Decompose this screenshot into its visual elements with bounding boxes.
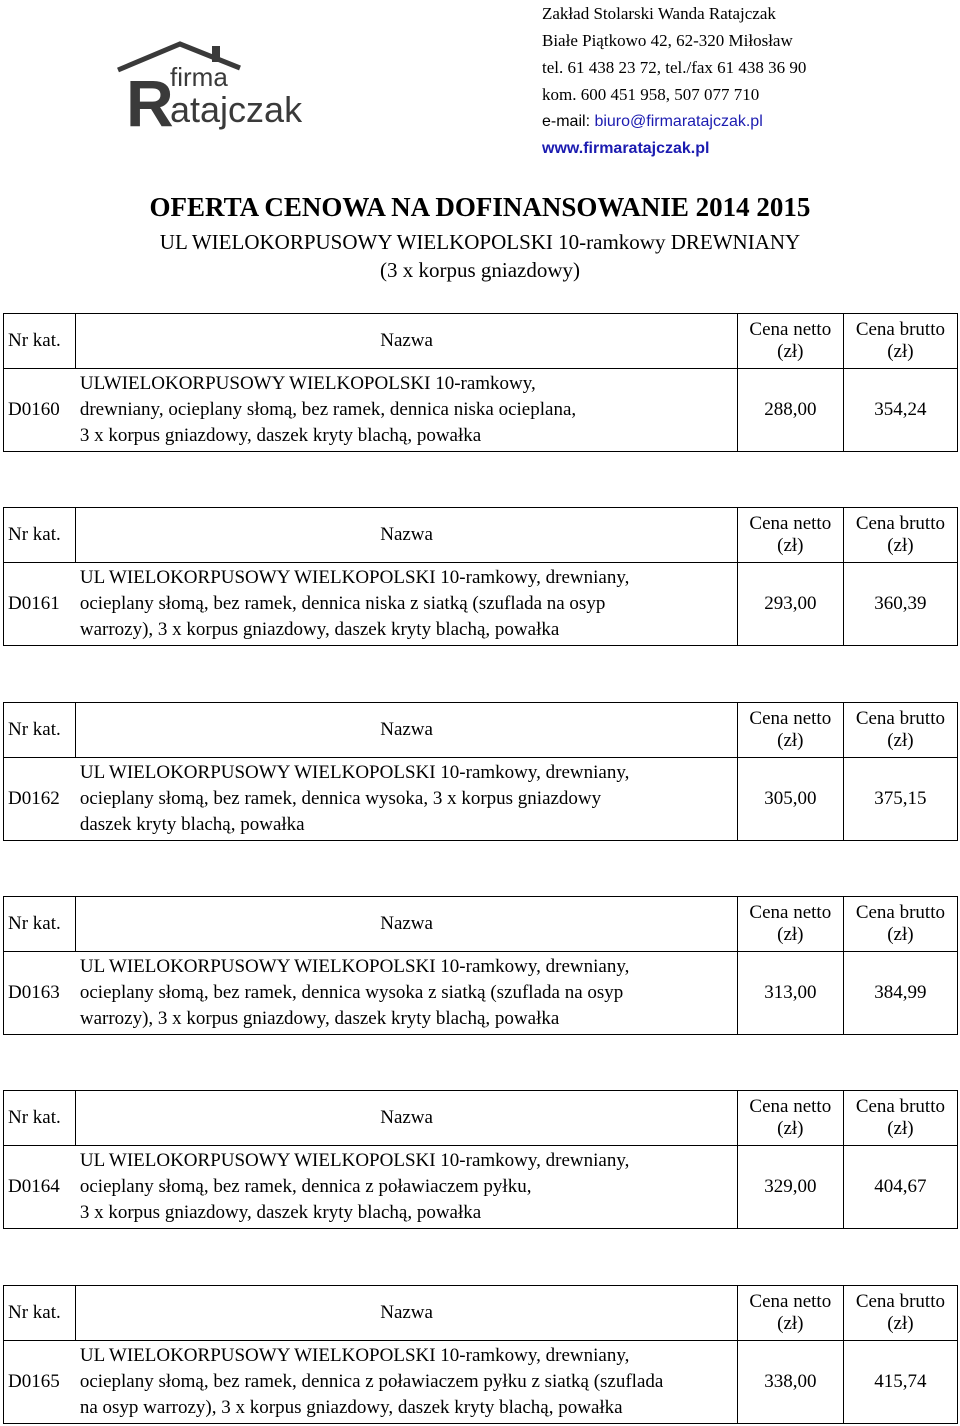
price-brutto: 375,15	[843, 758, 957, 841]
table-header-row	[4, 703, 958, 758]
logo-big-letter: R	[126, 66, 174, 132]
product-name	[76, 1146, 737, 1229]
header-netto-unit: (zł)	[777, 924, 804, 945]
company-address: Białe Piątkowo 42, 62-320 Miłosław	[542, 31, 793, 50]
header-brutto-unit: (zł)	[887, 341, 914, 362]
product-table	[3, 702, 958, 841]
company-email-line	[542, 108, 806, 135]
table-row	[4, 1146, 958, 1229]
header-brutto-unit: (zł)	[887, 924, 914, 945]
product-name-line: UL WIELOKORPUSOWY WIELKOPOLSKI 10-ramkowy, drewniany,	[79, 956, 630, 977]
table-header-row	[4, 1091, 958, 1146]
header-nr: Nr kat.	[4, 508, 76, 563]
header-brutto-label: Cena brutto	[855, 513, 945, 534]
product-name-line: UL WIELOKORPUSOWY WIELKOPOLSKI 10-ramkowy, drewniany,	[79, 567, 630, 588]
header-netto-unit: (zł)	[777, 341, 804, 362]
price-brutto: 354,24	[843, 369, 957, 452]
header-netto	[737, 897, 843, 952]
offer-title: OFERTA CENOWA NA DOFINANSOWANIE 2014 2015	[149, 192, 811, 222]
product-name-line: ocieplany słomą, bez ramek, dennica z poławiaczem pyłku z siatką (szuflada	[79, 1371, 664, 1392]
header-brutto-label: Cena brutto	[855, 902, 945, 923]
header-netto-unit: (zł)	[777, 535, 804, 556]
price-netto: 288,00	[737, 369, 843, 452]
header-name: Nazwa	[76, 314, 737, 369]
product-name-line: ocieplany słomą, bez ramek, dennica niska z siatką (szuflada na osyp	[79, 593, 606, 614]
table-row	[4, 1341, 958, 1424]
email-link[interactable]: biuro@firmaratajczak.pl	[594, 113, 763, 130]
product-table	[3, 1285, 958, 1424]
header-netto-unit: (zł)	[777, 1313, 804, 1334]
header-netto-label: Cena netto	[749, 1096, 832, 1117]
header-netto	[737, 703, 843, 758]
product-code: D0165	[4, 1341, 76, 1424]
header-netto	[737, 1286, 843, 1341]
company-info	[542, 0, 806, 162]
company-logo	[112, 40, 352, 132]
header-brutto-label: Cena brutto	[855, 319, 945, 340]
price-brutto: 384,99	[843, 952, 957, 1035]
header-name: Nazwa	[76, 897, 737, 952]
header-netto-label: Cena netto	[749, 1291, 832, 1312]
table-header-row	[4, 1286, 958, 1341]
product-name	[76, 369, 737, 452]
price-netto: 329,00	[737, 1146, 843, 1229]
header-brutto-unit: (zł)	[887, 1313, 914, 1334]
header-brutto	[843, 508, 957, 563]
price-netto: 305,00	[737, 758, 843, 841]
header-name: Nazwa	[76, 508, 737, 563]
product-table	[3, 1090, 958, 1229]
header-netto-label: Cena netto	[749, 708, 832, 729]
company-phone: tel. 61 438 23 72, tel./fax 61 438 36 90	[542, 58, 807, 77]
product-table	[3, 896, 958, 1035]
logo-small-text: firma	[170, 62, 228, 92]
offer-subtitle-2: (3 x korpus gniazdowy)	[379, 258, 581, 282]
header-netto-label: Cena netto	[749, 513, 832, 534]
product-name-line: UL WIELOKORPUSOWY WIELKOPOLSKI 10-ramkowy, drewniany,	[79, 762, 630, 783]
product-name-line: daszek kryty blachą, powałka	[79, 814, 305, 835]
product-name-line: 3 x korpus gniazdowy, daszek kryty blachą, powałka	[79, 425, 482, 446]
table-header-row	[4, 897, 958, 952]
company-name: Zakład Stolarski Wanda Ratajczak	[542, 4, 776, 23]
header-netto	[737, 508, 843, 563]
table-header-row	[4, 314, 958, 369]
price-brutto: 360,39	[843, 563, 957, 646]
header-nr: Nr kat.	[4, 703, 76, 758]
header-nr: Nr kat.	[4, 1091, 76, 1146]
website-link[interactable]: www.firmaratajczak.pl	[542, 140, 710, 157]
product-name-line: UL WIELOKORPUSOWY WIELKOPOLSKI 10-ramkowy, drewniany,	[79, 1150, 630, 1171]
product-name	[76, 758, 737, 841]
header-brutto	[843, 897, 957, 952]
product-code: D0160	[4, 369, 76, 452]
header-name: Nazwa	[76, 1286, 737, 1341]
offer-subtitle: UL WIELOKORPUSOWY WIELKOPOLSKI 10-ramkowy DREWNIANY	[159, 230, 801, 254]
price-netto: 338,00	[737, 1341, 843, 1424]
header-brutto	[843, 1286, 957, 1341]
product-name-line: 3 x korpus gniazdowy, daszek kryty blachą, powałka	[79, 1202, 482, 1223]
product-table	[3, 507, 958, 646]
header-name: Nazwa	[76, 1091, 737, 1146]
product-name-line: ocieplany słomą, bez ramek, dennica wysoka, 3 x korpus gniazdowy	[79, 788, 602, 809]
header-brutto-unit: (zł)	[887, 1118, 914, 1139]
header-nr: Nr kat.	[4, 897, 76, 952]
logo-graphic	[112, 40, 352, 132]
product-name-line: UL WIELOKORPUSOWY WIELKOPOLSKI 10-ramkowy, drewniany,	[79, 1345, 630, 1366]
header-brutto	[843, 703, 957, 758]
header-netto-unit: (zł)	[777, 1118, 804, 1139]
product-code: D0163	[4, 952, 76, 1035]
product-name-line: drewniany, ocieplany słomą, bez ramek, dennica niska ocieplana,	[79, 399, 577, 420]
header-brutto-label: Cena brutto	[855, 708, 945, 729]
logo-rest-text: atajczak	[170, 89, 303, 130]
table-row	[4, 758, 958, 841]
product-name-line: warrozy), 3 x korpus gniazdowy, daszek kryty blachą, powałka	[79, 1008, 560, 1029]
header-brutto	[843, 314, 957, 369]
company-mobile: kom. 600 451 958, 507 077 710	[542, 85, 760, 104]
header-netto	[737, 1091, 843, 1146]
table-row	[4, 952, 958, 1035]
header-netto-label: Cena netto	[749, 319, 832, 340]
header-brutto-label: Cena brutto	[855, 1096, 945, 1117]
header-netto-unit: (zł)	[777, 730, 804, 751]
price-netto: 313,00	[737, 952, 843, 1035]
product-name-line: ocieplany słomą, bez ramek, dennica z poławiaczem pyłku,	[79, 1176, 532, 1197]
product-code: D0164	[4, 1146, 76, 1229]
header-nr: Nr kat.	[4, 1286, 76, 1341]
product-name	[76, 1341, 737, 1424]
header-brutto	[843, 1091, 957, 1146]
price-brutto: 404,67	[843, 1146, 957, 1229]
header-brutto-unit: (zł)	[887, 730, 914, 751]
product-table	[3, 313, 958, 452]
product-name-line: ocieplany słomą, bez ramek, dennica wysoka z siatką (szuflada na osyp	[79, 982, 624, 1003]
product-name-line: warrozy), 3 x korpus gniazdowy, daszek kryty blachą, powałka	[79, 619, 560, 640]
product-code: D0161	[4, 563, 76, 646]
header-nr: Nr kat.	[4, 314, 76, 369]
table-row	[4, 369, 958, 452]
header-brutto-label: Cena brutto	[855, 1291, 945, 1312]
product-name	[76, 952, 737, 1035]
email-label: e-mail:	[542, 113, 595, 130]
table-row	[4, 563, 958, 646]
header-netto	[737, 314, 843, 369]
header-name: Nazwa	[76, 703, 737, 758]
header-brutto-unit: (zł)	[887, 535, 914, 556]
product-name-line: na osyp warrozy), 3 x korpus gniazdowy, daszek kryty blachą, powałka	[79, 1397, 623, 1418]
header-netto-label: Cena netto	[749, 902, 832, 923]
price-brutto: 415,74	[843, 1341, 957, 1424]
table-header-row	[4, 508, 958, 563]
price-netto: 293,00	[737, 563, 843, 646]
product-name-line: ULWIELOKORPUSOWY WIELKOPOLSKI 10-ramkowy,	[79, 373, 536, 394]
product-name	[76, 563, 737, 646]
product-code: D0162	[4, 758, 76, 841]
